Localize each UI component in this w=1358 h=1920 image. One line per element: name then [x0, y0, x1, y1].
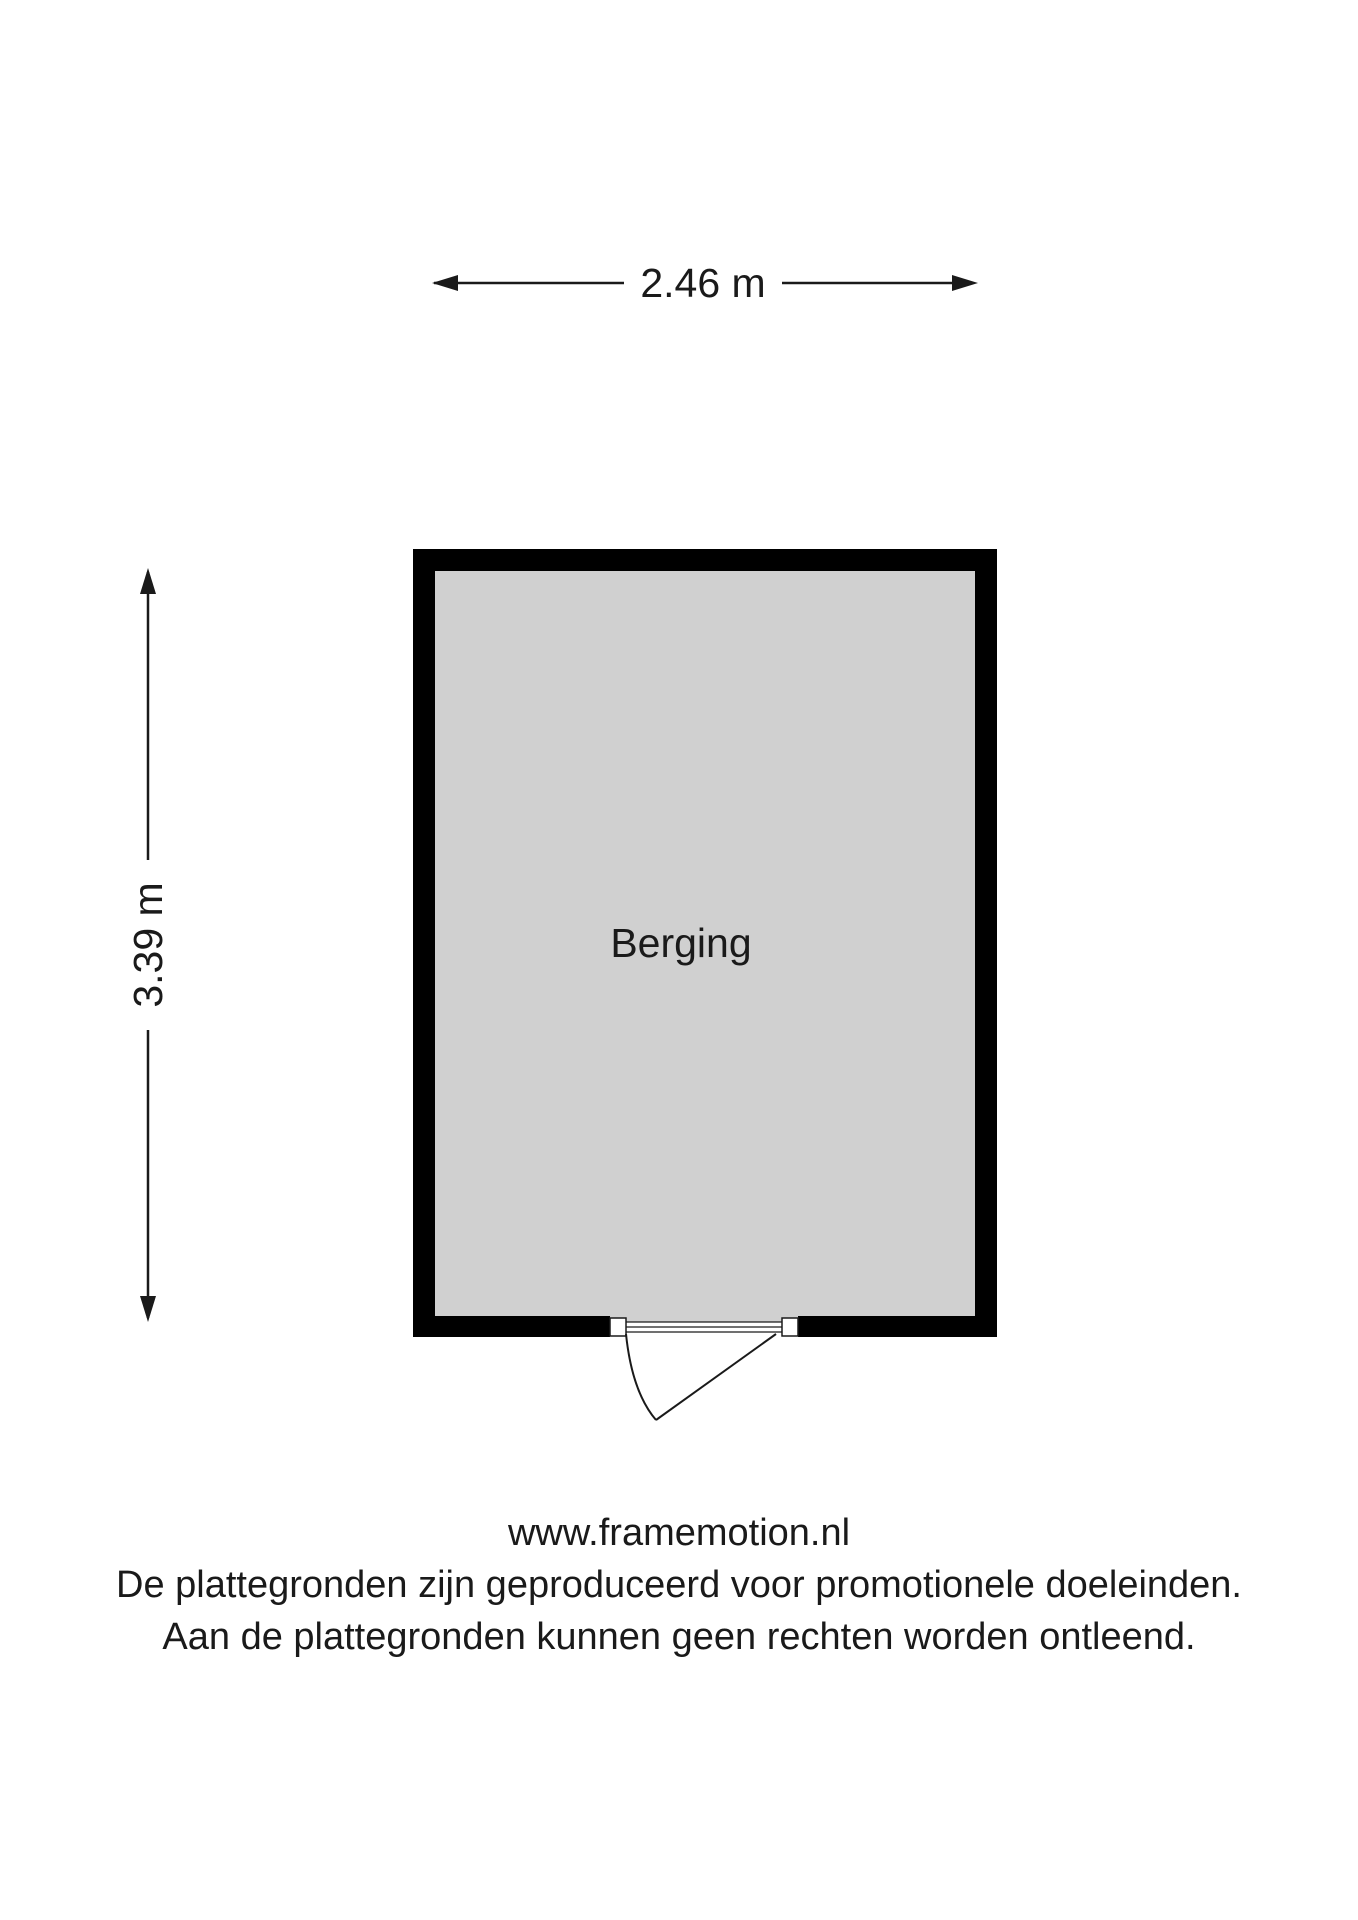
width-arrowhead-left	[432, 275, 458, 291]
height-dimension	[125, 568, 171, 1322]
wall-left	[413, 549, 435, 1337]
door	[610, 1318, 798, 1420]
wall-bottom-left	[413, 1316, 610, 1337]
website-text: www.framemotion.nl	[507, 1512, 851, 1554]
width-label: 2.46 m	[640, 260, 766, 306]
door-swing-arc	[626, 1334, 656, 1420]
room-label: Berging	[610, 920, 752, 966]
footer	[0, 1507, 1358, 1663]
door-jamb-left	[610, 1318, 626, 1336]
wall-bottom-right	[798, 1316, 997, 1337]
wall-top	[413, 549, 997, 571]
width-dimension	[432, 260, 978, 306]
width-arrowhead-right	[952, 275, 978, 291]
wall-right	[975, 549, 997, 1337]
room-berging	[413, 549, 997, 1420]
height-arrowhead-top	[140, 568, 156, 594]
disclaimer-line-2: Aan de plattegronden kunnen geen rechten worden ontleend.	[162, 1616, 1196, 1658]
height-label: 3.39 m	[125, 882, 171, 1008]
door-jamb-right	[782, 1318, 798, 1336]
height-arrowhead-bottom	[140, 1296, 156, 1322]
door-leaf	[656, 1334, 776, 1420]
disclaimer-line-1: De plattegronden zijn geproduceerd voor promotionele doeleinden.	[116, 1564, 1242, 1606]
